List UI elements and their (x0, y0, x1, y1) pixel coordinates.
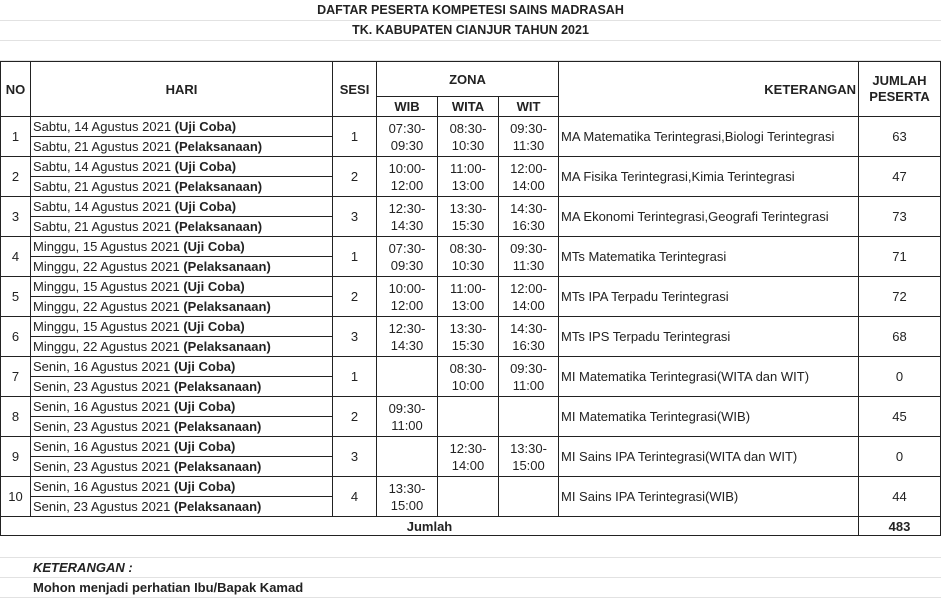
day-exec (31, 137, 332, 156)
wita-end: 14:00 (451, 457, 485, 473)
day-trial-date: Senin, 16 Agustus 2021 (33, 399, 174, 414)
day-exec-tag: (Pelaksanaan) (173, 379, 262, 394)
cell-keterangan: MI Sains IPA Terintegrasi(WITA dan WIT) (559, 437, 859, 477)
header-no: NO (1, 62, 31, 117)
cell-keterangan: MI Matematika Terintegrasi(WIB) (559, 397, 859, 437)
table-row (1, 317, 941, 357)
day-trial-tag: (Uji Coba) (174, 199, 237, 214)
table-row (1, 277, 941, 317)
cell-jumlah: 0 (859, 357, 941, 397)
day-exec-date: Senin, 23 Agustus 2021 (33, 379, 174, 394)
wit-start: 12:00- (510, 160, 547, 176)
day-exec-tag: (Pelaksanaan) (183, 259, 271, 274)
cell-sesi: 3 (333, 197, 377, 237)
cell-jumlah: 71 (859, 237, 941, 277)
cell-wib (377, 397, 438, 437)
cell-wib (377, 317, 438, 357)
wita-start: 08:30- (449, 360, 487, 376)
cell-sesi: 2 (333, 157, 377, 197)
cell-wit (499, 477, 559, 517)
header-jumlah-line1: JUMLAH (872, 73, 927, 88)
header-wib: WIB (377, 97, 438, 117)
cell-sesi: 1 (333, 117, 377, 157)
cell-hari (31, 477, 333, 517)
cell-wib (377, 117, 438, 157)
wita-start: 13:30- (449, 200, 487, 216)
day-exec-tag: (Pelaksanaan) (174, 179, 263, 194)
wib-start: 10:00- (388, 280, 426, 296)
cell-wib (377, 237, 438, 277)
cell-jumlah: 72 (859, 277, 941, 317)
wib-end: 09:30 (390, 257, 424, 273)
day-exec (31, 497, 332, 516)
wib-end: 14:30 (390, 337, 424, 353)
wita-start: 11:00- (450, 280, 486, 296)
cell-keterangan: MA Ekonomi Terintegrasi,Geografi Terintegrasi (559, 197, 859, 237)
day-trial-date: Minggu, 15 Agustus 2021 (33, 319, 184, 334)
day-exec-tag: (Pelaksanaan) (183, 339, 271, 354)
day-trial-date: Minggu, 15 Agustus 2021 (33, 279, 184, 294)
cell-keterangan: MI Matematika Terintegrasi(WITA dan WIT) (559, 357, 859, 397)
wita-start: 13:30- (449, 320, 487, 336)
table-row (1, 397, 941, 437)
participant-table (0, 61, 941, 536)
day-trial-date: Sabtu, 14 Agustus 2021 (33, 199, 175, 214)
day-exec-date: Senin, 23 Agustus 2021 (33, 459, 174, 474)
day-trial (31, 157, 332, 177)
cell-keterangan: MTs IPA Terpadu Terintegrasi (559, 277, 859, 317)
cell-wib (377, 437, 438, 477)
day-trial-tag: (Uji Coba) (183, 239, 245, 254)
wib-end: 09:30 (390, 137, 424, 153)
wit-start: 14:30- (510, 200, 547, 216)
cell-no: 5 (1, 277, 31, 317)
day-exec-tag: (Pelaksanaan) (173, 499, 262, 514)
cell-wita (438, 397, 499, 437)
cell-wita (438, 237, 499, 277)
cell-hari (31, 277, 333, 317)
cell-no: 8 (1, 397, 31, 437)
cell-no: 4 (1, 237, 31, 277)
wita-end: 13:00 (451, 177, 485, 193)
cell-sesi: 3 (333, 437, 377, 477)
cell-sesi: 2 (333, 277, 377, 317)
wita-start: 12:30- (449, 440, 487, 456)
grid-row (0, 40, 941, 61)
cell-hari (31, 157, 333, 197)
day-trial-tag: (Uji Coba) (173, 479, 236, 494)
day-exec-tag: (Pelaksanaan) (183, 299, 271, 314)
cell-wib (377, 277, 438, 317)
day-trial-date: Sabtu, 14 Agustus 2021 (33, 159, 175, 174)
footer-heading: KETERANGAN : (33, 560, 133, 575)
cell-keterangan: MA Fisika Terintegrasi,Kimia Terintegrasi (559, 157, 859, 197)
day-trial-date: Senin, 16 Agustus 2021 (33, 479, 174, 494)
day-trial (31, 437, 332, 457)
table-row (1, 117, 941, 157)
cell-wita (438, 357, 499, 397)
day-exec (31, 417, 332, 436)
cell-hari (31, 437, 333, 477)
cell-sesi: 4 (333, 477, 377, 517)
cell-wita (438, 477, 499, 517)
title-line-2: TK. KABUPATEN CIANJUR TAHUN 2021 (352, 23, 589, 37)
wib-end: 14:30 (390, 217, 424, 233)
wita-end: 13:00 (451, 297, 485, 313)
cell-wit (499, 317, 559, 357)
footer-note: Mohon menjadi perhatian Ibu/Bapak Kamad (33, 580, 304, 595)
day-trial (31, 357, 332, 377)
day-exec (31, 377, 332, 396)
total-label: Jumlah (1, 517, 859, 536)
cell-no: 1 (1, 117, 31, 157)
wib-start: 10:00- (388, 160, 426, 176)
cell-wita (438, 437, 499, 477)
day-exec-date: Minggu, 22 Agustus 2021 (33, 339, 184, 354)
table-row (1, 477, 941, 517)
cell-wib (377, 357, 438, 397)
header-hari: HARI (31, 62, 333, 117)
day-trial-tag: (Uji Coba) (174, 119, 237, 134)
cell-wita (438, 317, 499, 357)
cell-wit (499, 357, 559, 397)
wita-start: 08:30- (449, 120, 487, 136)
cell-wib (377, 157, 438, 197)
total-value: 483 (859, 517, 941, 536)
cell-jumlah: 47 (859, 157, 941, 197)
day-exec (31, 217, 332, 236)
cell-wit (499, 397, 559, 437)
day-trial (31, 397, 332, 417)
cell-keterangan: MI Sains IPA Terintegrasi(WIB) (559, 477, 859, 517)
wita-start: 11:00- (450, 160, 486, 176)
wit-end: 11:30 (512, 257, 545, 273)
day-trial-date: Senin, 16 Agustus 2021 (33, 359, 174, 374)
day-trial-tag: (Uji Coba) (173, 439, 236, 454)
wit-start: 09:30- (510, 120, 547, 136)
day-trial-tag: (Uji Coba) (183, 319, 245, 334)
cell-no: 9 (1, 437, 31, 477)
wib-start: 12:30- (388, 320, 426, 336)
day-exec-tag: (Pelaksanaan) (173, 419, 262, 434)
cell-jumlah: 73 (859, 197, 941, 237)
table-row (1, 437, 941, 477)
header-wita: WITA (438, 97, 499, 117)
cell-keterangan: MTs IPS Terpadu Terintegrasi (559, 317, 859, 357)
wit-end: 14:00 (512, 177, 545, 193)
cell-no: 7 (1, 357, 31, 397)
cell-keterangan: MA Matematika Terintegrasi,Biologi Terintegrasi (559, 117, 859, 157)
cell-wit (499, 117, 559, 157)
day-trial-tag: (Uji Coba) (173, 359, 236, 374)
wib-start: 12:30- (388, 200, 426, 216)
cell-no: 10 (1, 477, 31, 517)
cell-jumlah: 68 (859, 317, 941, 357)
table-row (1, 237, 941, 277)
wita-end: 15:30 (451, 337, 485, 353)
day-exec (31, 457, 332, 476)
header-keterangan: KETERANGAN (559, 62, 859, 117)
header-jumlah-line2: PESERTA (869, 89, 930, 104)
wit-start: 14:30- (510, 320, 547, 336)
day-exec (31, 297, 332, 316)
table-row (1, 197, 941, 237)
cell-jumlah: 45 (859, 397, 941, 437)
cell-wita (438, 277, 499, 317)
wit-end: 11:00 (512, 377, 545, 393)
cell-jumlah: 0 (859, 437, 941, 477)
day-exec-tag: (Pelaksanaan) (174, 139, 263, 154)
cell-wita (438, 157, 499, 197)
day-trial (31, 237, 332, 257)
grid-row (0, 537, 941, 558)
wib-end: 15:00 (390, 497, 424, 513)
cell-jumlah: 63 (859, 117, 941, 157)
cell-no: 3 (1, 197, 31, 237)
cell-sesi: 2 (333, 397, 377, 437)
table-row (1, 157, 941, 197)
cell-wib (377, 477, 438, 517)
cell-hari (31, 397, 333, 437)
wib-start: 13:30- (388, 480, 426, 496)
wita-end: 10:30 (451, 257, 485, 273)
cell-hari (31, 117, 333, 157)
day-exec (31, 337, 332, 356)
header-zona: ZONA (377, 62, 559, 97)
day-exec-tag: (Pelaksanaan) (174, 219, 263, 234)
wit-end: 11:30 (512, 137, 545, 153)
day-trial-tag: (Uji Coba) (173, 399, 236, 414)
cell-wit (499, 277, 559, 317)
wib-end: 11:00 (391, 417, 423, 433)
header-wit: WIT (499, 97, 559, 117)
cell-wita (438, 117, 499, 157)
cell-wit (499, 437, 559, 477)
cell-wit (499, 197, 559, 237)
cell-sesi: 1 (333, 237, 377, 277)
day-exec (31, 177, 332, 196)
day-exec-date: Minggu, 22 Agustus 2021 (33, 259, 184, 274)
header-jumlah-peserta (859, 62, 941, 117)
cell-wib (377, 197, 438, 237)
grid-row (0, 557, 941, 578)
wib-end: 12:00 (390, 297, 424, 313)
cell-hari (31, 357, 333, 397)
wib-start: 09:30- (388, 400, 426, 416)
day-exec-date: Senin, 23 Agustus 2021 (33, 419, 174, 434)
cell-jumlah: 44 (859, 477, 941, 517)
day-trial-date: Minggu, 15 Agustus 2021 (33, 239, 184, 254)
wita-start: 08:30- (449, 240, 487, 256)
wita-end: 15:30 (451, 217, 485, 233)
day-exec-date: Minggu, 22 Agustus 2021 (33, 299, 184, 314)
day-trial-date: Sabtu, 14 Agustus 2021 (33, 119, 175, 134)
day-exec-tag: (Pelaksanaan) (173, 459, 262, 474)
day-trial-tag: (Uji Coba) (174, 159, 237, 174)
wit-end: 16:30 (512, 217, 545, 233)
cell-hari (31, 317, 333, 357)
day-trial (31, 197, 332, 217)
cell-hari (31, 237, 333, 277)
day-exec-date: Sabtu, 21 Agustus 2021 (33, 139, 175, 154)
wit-start: 13:30- (510, 440, 547, 456)
day-trial-tag: (Uji Coba) (183, 279, 245, 294)
wit-start: 12:00- (510, 280, 547, 296)
cell-hari (31, 197, 333, 237)
cell-sesi: 1 (333, 357, 377, 397)
cell-keterangan: MTs Matematika Terintegrasi (559, 237, 859, 277)
wit-end: 14:00 (512, 297, 545, 313)
cell-no: 2 (1, 157, 31, 197)
wib-start: 07:30- (388, 240, 426, 256)
day-trial (31, 317, 332, 337)
day-exec-date: Senin, 23 Agustus 2021 (33, 499, 174, 514)
wib-start: 07:30- (388, 120, 426, 136)
cell-wita (438, 197, 499, 237)
day-exec-date: Sabtu, 21 Agustus 2021 (33, 179, 175, 194)
wita-end: 10:00 (451, 377, 485, 393)
cell-wit (499, 157, 559, 197)
day-trial-date: Senin, 16 Agustus 2021 (33, 439, 174, 454)
wit-end: 15:00 (512, 457, 545, 473)
wit-end: 16:30 (512, 337, 545, 353)
day-trial (31, 477, 332, 497)
table-row (1, 357, 941, 397)
wib-end: 12:00 (390, 177, 424, 193)
day-trial (31, 117, 332, 137)
day-exec-date: Sabtu, 21 Agustus 2021 (33, 219, 175, 234)
cell-no: 6 (1, 317, 31, 357)
wit-start: 09:30- (510, 360, 547, 376)
header-sesi: SESI (333, 62, 377, 117)
cell-sesi: 3 (333, 317, 377, 357)
wita-end: 10:30 (451, 137, 485, 153)
title-line-1: DAFTAR PESERTA KOMPETESI SAINS MADRASAH (317, 3, 624, 17)
cell-wit (499, 237, 559, 277)
day-exec (31, 257, 332, 276)
day-trial (31, 277, 332, 297)
wit-start: 09:30- (510, 240, 547, 256)
